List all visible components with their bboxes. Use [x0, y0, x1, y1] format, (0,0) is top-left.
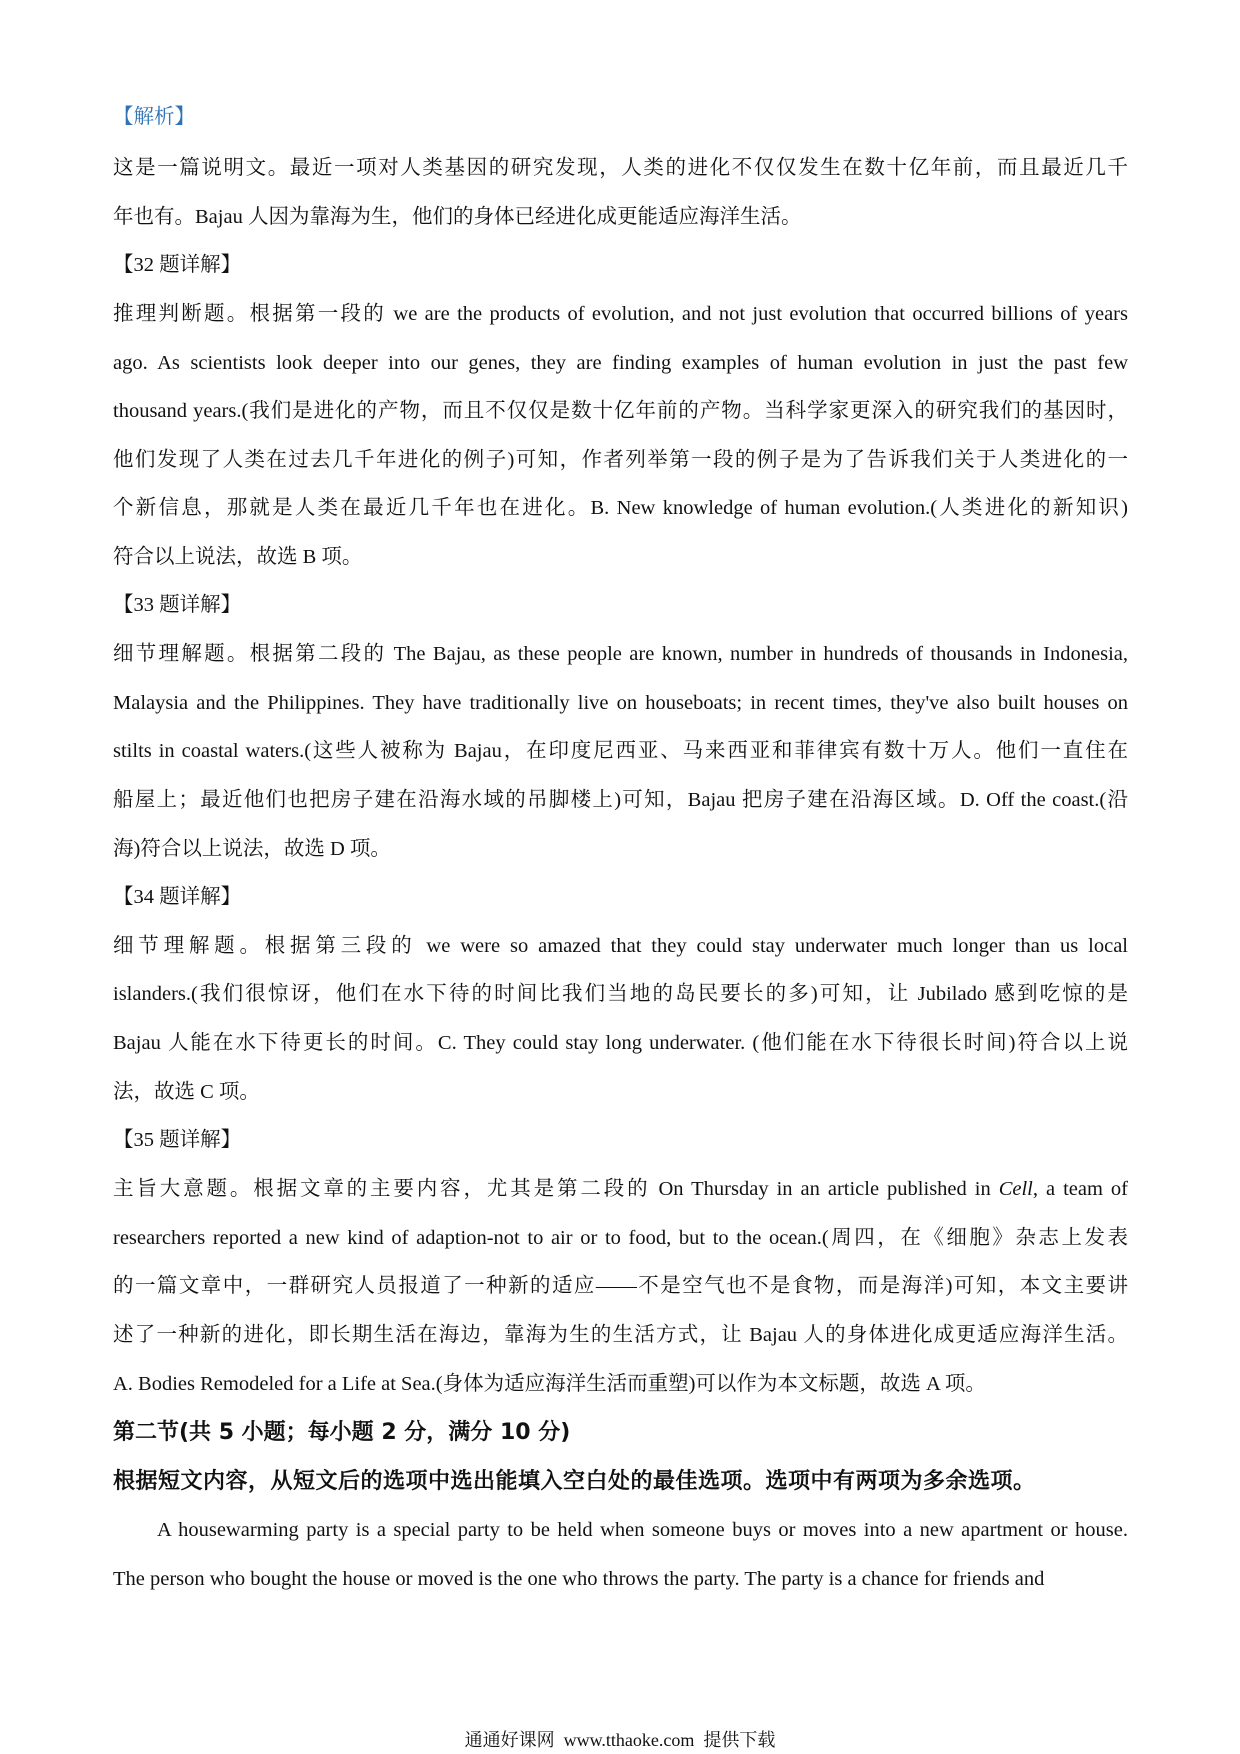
q32-heading: 【32 题详解】: [113, 254, 242, 276]
passage-line: The person who bought the house or moved is the one who throws the party. The party is a chance for friends and: [113, 1568, 1045, 1590]
passage-line: A housewarming party is a special party to be held when someone buys or moves into a new apartment or house.: [157, 1519, 1128, 1541]
q32-line: ago. As scientists look deeper into our genes, they are finding examples of human evolution in just the past few: [113, 352, 1128, 374]
q34-line: Bajau 人能在水下待更长的时间。C. They could stay long underwater. (他们能在水下待很长时间)符合以上说: [113, 1032, 1128, 1054]
q34-heading: 【34 题详解】: [113, 886, 242, 908]
analysis-heading: 【解析】: [113, 106, 195, 128]
q35-line: A. Bodies Remodeled for a Life at Sea.(身体为适应海洋生活而重塑)可以作为本文标题，故选 A 项。: [113, 1373, 986, 1395]
q34-line: 细节理解题。根据第三段的 we were so amazed that they could stay underwater much longer than us local: [113, 935, 1128, 957]
q35-line: [113, 1165, 1128, 1213]
q32-line: 个新信息，那就是人类在最近几千年也在进化。B. New knowledge of human evolution.(人类进化的新知识): [113, 497, 1128, 519]
q35-text: , a team of: [1032, 1178, 1128, 1200]
journal-name: Cell: [998, 1178, 1033, 1200]
q33-line: stilts in coastal waters.(这些人被称为 Bajau，在印度尼西亚、马来西亚和菲律宾有数十万人。他们一直住在: [113, 740, 1128, 762]
q33-line: Malaysia and the Philippines. They have traditionally live on houseboats; in recent times, they've also built houses on: [113, 692, 1128, 714]
q34-line: 法，故选 C 项。: [113, 1081, 260, 1103]
q32-line: 他们发现了人类在过去几千年进化的例子)可知，作者列举第一段的例子是为了告诉我们关于人类进化的一: [113, 449, 1128, 471]
q33-line: 船屋上；最近他们也把房子建在沿海水域的吊脚楼上)可知，Bajau 把房子建在沿海区域。D. Off the coast.(沿: [113, 789, 1128, 811]
q35-text: 主旨大意题。根据文章的主要内容，尤其是第二段的 On Thursday in an article published in: [113, 1178, 999, 1200]
q32-line: thousand years.(我们是进化的产物，而且不仅仅是数十亿年前的产物。当科学家更深入的研究我们的基因时，: [113, 400, 1128, 422]
section-title: 第二节(共 5 小题；每小题 2 分，满分 10 分): [113, 1420, 571, 1445]
section-instruction: 根据短文内容，从短文后的选项中选出能填入空白处的最佳选项。选项中有两项为多余选项。: [113, 1469, 1036, 1494]
q32-line: 推理判断题。根据第一段的 we are the products of evolution, and not just evolution that occurred billions of years: [113, 303, 1128, 325]
q35-line: 的一篇文章中，一群研究人员报道了一种新的适应——不是空气也不是食物，而是海洋)可知，本文主要讲: [113, 1275, 1128, 1297]
q35-heading: 【35 题详解】: [113, 1129, 242, 1151]
summary-line: 这是一篇说明文。最近一项对人类基因的研究发现，人类的进化不仅仅发生在数十亿年前，而且最近几千: [113, 157, 1128, 179]
q33-line: 细节理解题。根据第二段的 The Bajau, as these people are known, number in hundreds of thousands in Indonesia,: [113, 643, 1128, 665]
q35-line: researchers reported a new kind of adaption-not to air or to food, but to the ocean.(周四，在《细胞》杂志上发表: [113, 1227, 1128, 1249]
page-footer: 通通好课网 www.tthaoke.com 提供下载: [464, 1730, 776, 1750]
q32-line: 符合以上说法，故选 B 项。: [113, 546, 363, 568]
summary-line: 年也有。Bajau 人因为靠海为生，他们的身体已经进化成更能适应海洋生活。: [113, 206, 802, 228]
q33-heading: 【33 题详解】: [113, 594, 242, 616]
q34-line: islanders.(我们很惊讶，他们在水下待的时间比我们当地的岛民要长的多)可知，让 Jubilado 感到吃惊的是: [113, 983, 1128, 1005]
q33-line: 海)符合以上说法，故选 D 项。: [113, 838, 391, 860]
q35-line: 述了一种新的进化，即长期生活在海边，靠海为生的生活方式，让 Bajau 人的身体进化成更适应海洋生活。: [113, 1324, 1128, 1346]
